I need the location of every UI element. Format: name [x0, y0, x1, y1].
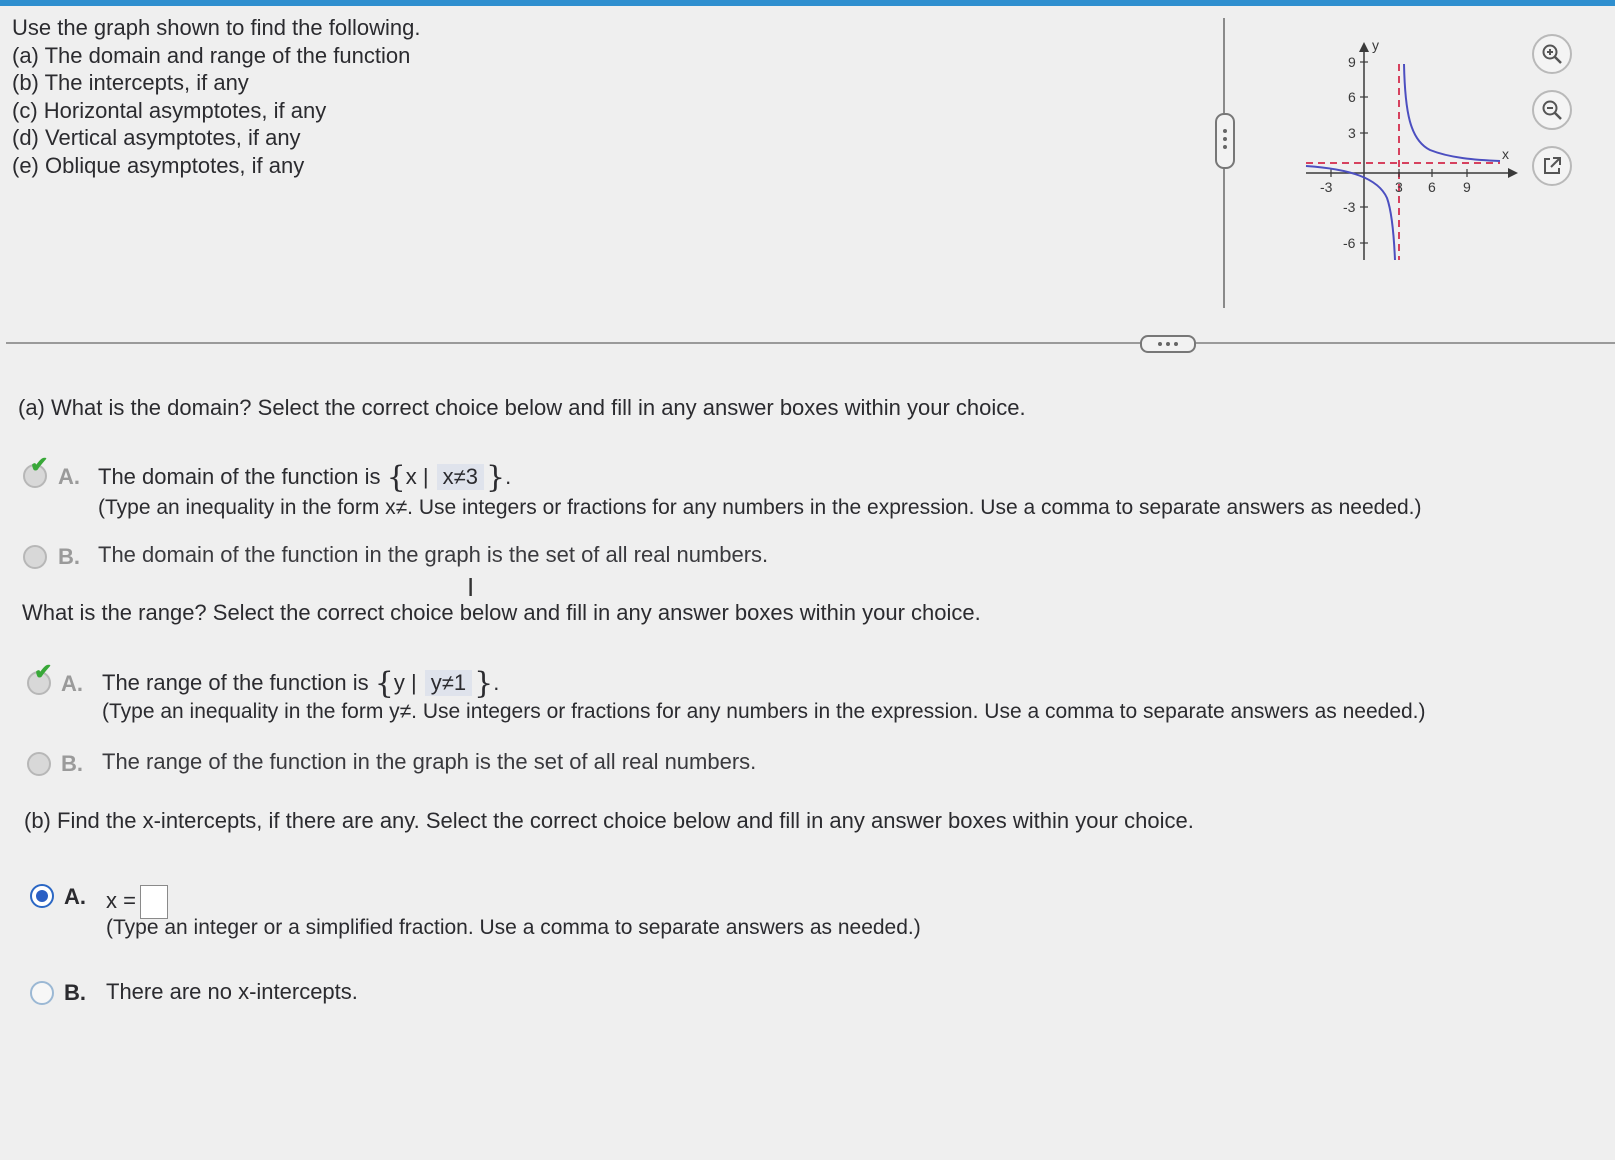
domain-answer-box[interactable]: x≠3	[437, 464, 484, 490]
prompt	[12, 14, 420, 179]
y-tick-label: 6	[1348, 89, 1356, 105]
x-intercepts-hint: (Type an integer or a simplified fraction. Use a comma to separate answers as needed.)	[106, 916, 921, 939]
x-tick-label: -3	[1320, 179, 1333, 195]
domain-choice-b-text: The domain of the function in the graph is the set of all real numbers.	[98, 542, 769, 567]
open-brace: {	[386, 460, 406, 495]
close-brace: }	[485, 460, 506, 495]
x-axis-arrow-icon	[1508, 168, 1518, 178]
y-tick-label: -3	[1343, 199, 1356, 215]
range-choice-a: The range of the function is {y | y≠1 }.	[102, 666, 500, 701]
range-choice-a-letter: A.	[61, 671, 83, 696]
x-intercepts-choice-b-letter: B.	[64, 980, 86, 1005]
x-intercepts-choice-b-radio[interactable]	[30, 981, 54, 1005]
domain-choice-a-text: The domain of the function is	[98, 464, 381, 489]
x-tick-label: 6	[1428, 179, 1436, 195]
zoom-in-icon	[1541, 43, 1563, 65]
correct-check-icon: ✔	[34, 659, 53, 684]
zoom-out-icon	[1541, 99, 1563, 121]
y-tick-label: -6	[1343, 235, 1356, 251]
popout-icon	[1541, 155, 1563, 177]
prompt-item-a: (a) The domain and range of the function	[12, 42, 411, 68]
range-answer-box[interactable]: y≠1	[425, 670, 472, 696]
x-tick-label: 9	[1463, 179, 1471, 195]
prompt-item-e: (e) Oblique asymptotes, if any	[12, 152, 305, 178]
y-tick-label: 3	[1348, 125, 1356, 141]
x-intercepts-question: (b) Find the x-intercepts, if there are any. Select the correct choice below and fill in any answer boxes within your choice.	[24, 808, 1194, 833]
text-cursor-icon: I	[467, 572, 475, 602]
domain-hint: (Type an inequality in the form x≠. Use integers or fractions for any numbers in the expression. Use a comma to separate answers as needed.)	[98, 496, 1422, 519]
domain-question: (a) What is the domain? Select the correct choice below and fill in any answer boxes within your choice.	[18, 395, 1026, 420]
x-intercepts-choice-b-text: There are no x-intercepts.	[106, 979, 358, 1004]
x-intercepts-choice-a	[106, 885, 168, 919]
range-question: What is the range? Select the correct choice below and fill in any answer boxes within your choice.	[22, 600, 981, 625]
set-variable: y |	[393, 670, 417, 695]
x-axis-label: x	[1502, 146, 1509, 162]
domain-choice-b-radio[interactable]	[23, 545, 47, 569]
x-intercept-input[interactable]	[140, 885, 168, 919]
range-hint: (Type an inequality in the form y≠. Use integers or fractions for any numbers in the expression. Use a comma to separate answers as needed.)	[102, 700, 1426, 723]
y-axis-label: y	[1372, 37, 1379, 53]
x-intercepts-choice-a-radio[interactable]	[30, 884, 54, 908]
x-equals-label: x =	[106, 887, 136, 913]
prompt-item-b: (b) The intercepts, if any	[12, 70, 249, 95]
prompt-item-d: (d) Vertical asymptotes, if any	[12, 125, 301, 150]
set-variable: x |	[405, 464, 429, 489]
x-intercepts-choice-a-letter: A.	[64, 884, 86, 909]
prompt-item-c: (c) Horizontal asymptotes, if any	[12, 97, 327, 123]
close-brace: }	[474, 666, 494, 701]
horizontal-divider	[6, 342, 1615, 344]
range-choice-b-text: The range of the function in the graph is the set of all real numbers.	[102, 749, 757, 774]
open-brace: {	[374, 666, 394, 701]
y-axis-arrow-icon	[1359, 42, 1369, 52]
curve-right-branch	[1404, 64, 1500, 161]
correct-check-icon: ✔	[30, 452, 49, 477]
domain-choice-a: The domain of the function is {x | x≠3 }.	[98, 460, 512, 495]
zoom-in-button[interactable]	[1532, 34, 1572, 74]
zoom-out-button[interactable]	[1532, 90, 1572, 130]
vertical-resize-handle[interactable]	[1215, 113, 1235, 169]
function-graph	[1290, 32, 1530, 272]
y-tick-label: 9	[1348, 54, 1356, 70]
popout-button[interactable]	[1532, 146, 1572, 186]
domain-choice-b-letter: B.	[58, 544, 80, 569]
x-tick-label: 3	[1395, 179, 1403, 195]
domain-choice-a-letter: A.	[58, 464, 80, 489]
range-choice-b-radio[interactable]	[27, 752, 51, 776]
horizontal-resize-handle[interactable]	[1140, 335, 1196, 353]
range-choice-b-letter: B.	[61, 751, 83, 776]
range-choice-a-text: The range of the function is	[102, 670, 369, 695]
prompt-intro: Use the graph shown to find the following.	[12, 15, 421, 40]
